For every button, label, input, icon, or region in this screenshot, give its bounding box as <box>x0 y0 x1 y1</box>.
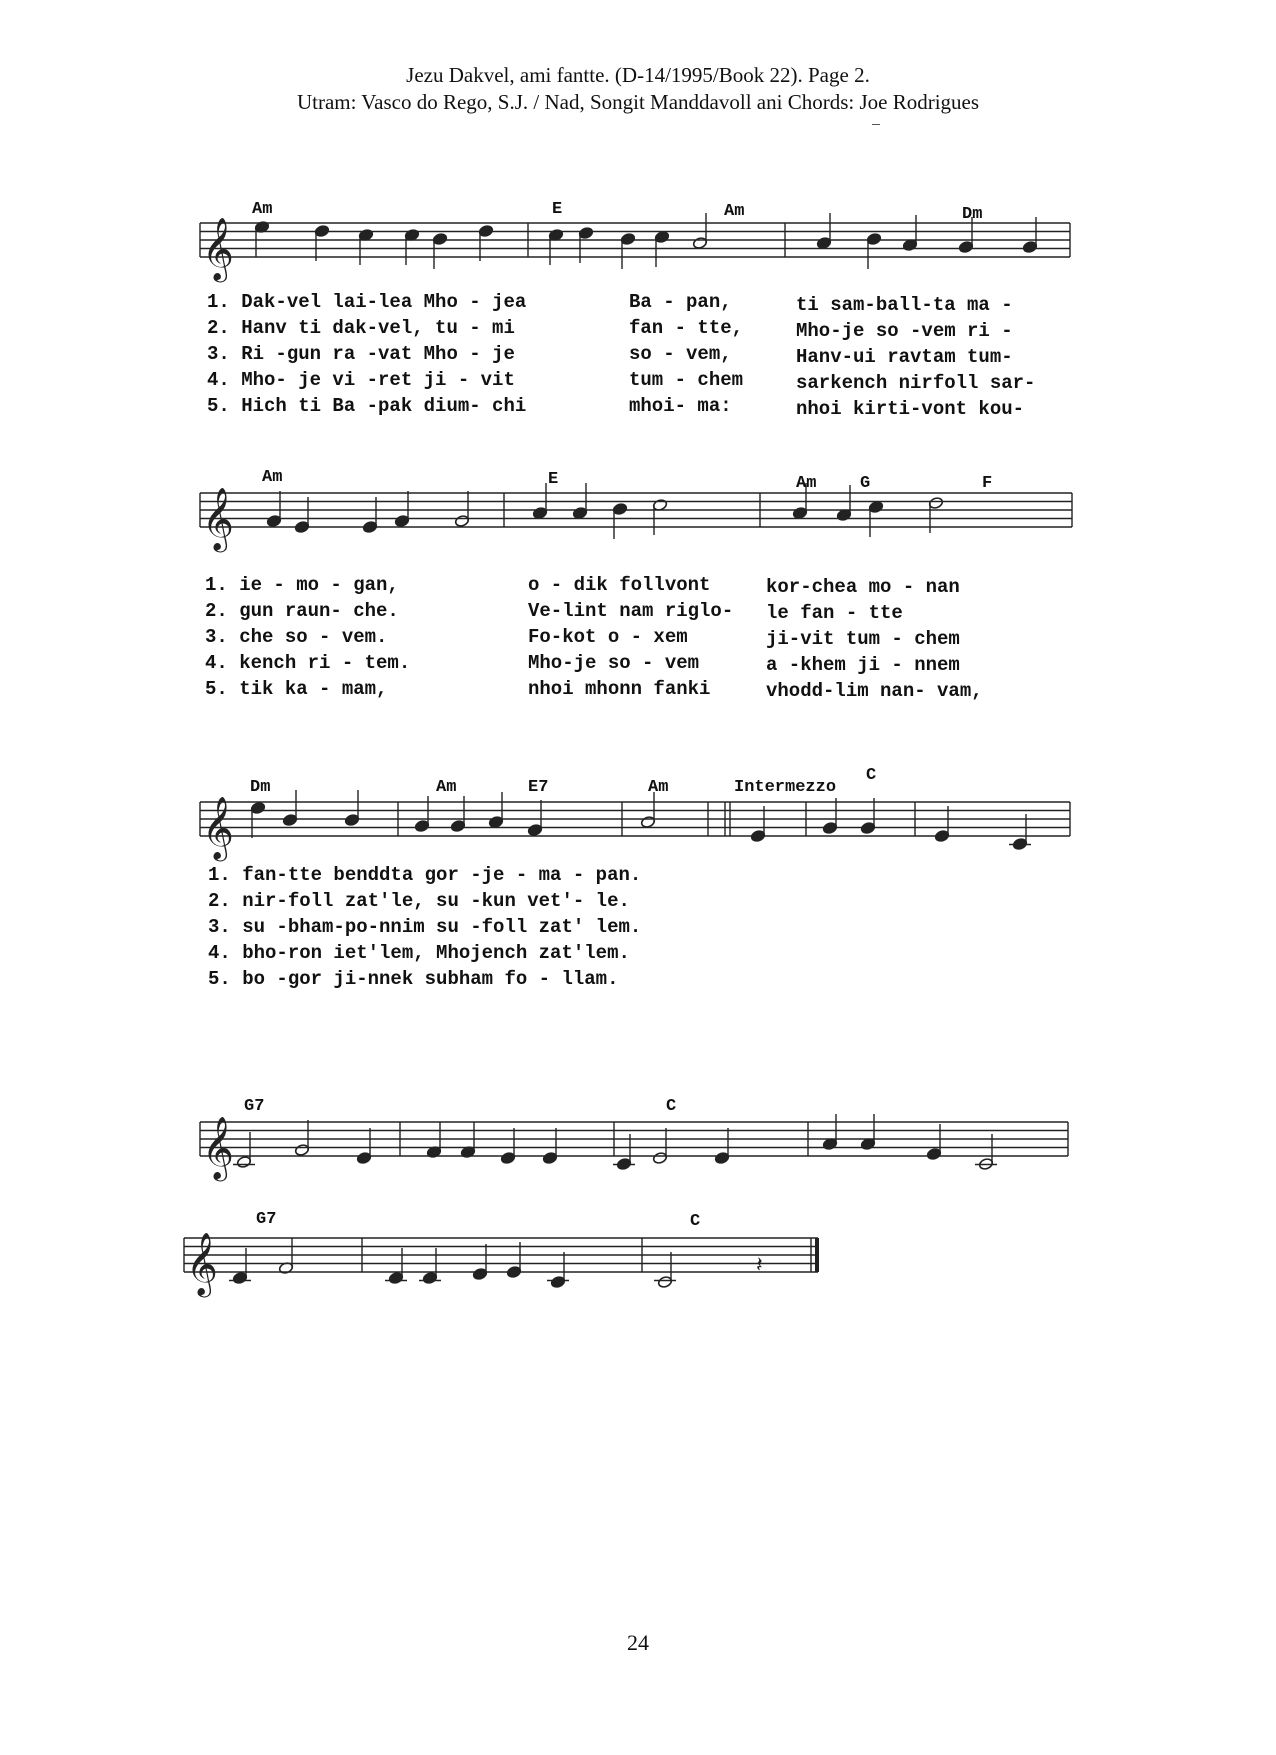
lyric-line: 3. su -bham-po-nnim su -foll zat' lem. <box>208 916 642 938</box>
chord-label: E7 <box>528 778 549 797</box>
chord-label: Am <box>262 468 283 487</box>
chord-label: G <box>860 474 871 493</box>
chord-label: Am <box>252 200 273 219</box>
lyric-line: fan - tte, <box>629 317 744 339</box>
lyric-line: 2. Hanv ti dak-vel, tu - mi <box>207 317 515 339</box>
lyric-line: a -khem ji - nnem <box>766 654 960 676</box>
lyric-line: 1. ie - mo - gan, <box>205 574 399 596</box>
chord-label: E <box>552 200 563 219</box>
lyric-line: sarkench nirfoll sar- <box>796 372 1036 394</box>
header-credits: Utram: Vasco do Rego, S.J. / Nad, Songit Manddavoll ani Chords: Joe Rodrigues <box>296 90 980 114</box>
treble-clef-icon: 𝄞 <box>202 217 234 280</box>
treble-clef-icon: 𝄞 <box>202 1116 234 1179</box>
lyric-line: mhoi- ma: <box>629 395 732 417</box>
chord-label: Am <box>436 778 457 797</box>
lyric-line: 5. bo -gor ji-nnek subham fo - llam. <box>208 968 619 990</box>
lyric-line: 1. fan-tte benddta gor -je - ma - pan. <box>208 864 642 886</box>
chord-label: C <box>690 1212 701 1231</box>
lyric-line: nhoi mhonn fanki <box>528 678 711 700</box>
lyric-line: 4. kench ri - tem. <box>205 652 411 674</box>
chord-label: Am <box>796 474 817 493</box>
chord-label: G7 <box>256 1210 277 1229</box>
lyric-line: Mho-je so - vem <box>528 652 700 674</box>
lyric-line: o - dik follvont <box>528 574 711 596</box>
chord-label: C <box>666 1097 677 1116</box>
chord-label: Am <box>648 778 669 797</box>
lyric-line: 2. nir-foll zat'le, su -kun vet'- le. <box>208 890 630 912</box>
lyric-line: le fan - tte <box>766 602 903 624</box>
lyric-line: 3. Ri -gun ra -vat Mho - je <box>207 343 515 365</box>
chord-label: C <box>866 766 877 785</box>
lyric-line: nhoi kirti-vont kou- <box>796 398 1025 420</box>
lyric-line: kor-chea mo - nan <box>766 576 960 598</box>
chord-label: Am <box>724 202 745 221</box>
lyric-line: 3. che so - vem. <box>205 626 388 648</box>
lyric-line: Hanv-ui ravtam tum- <box>796 346 1013 368</box>
treble-clef-icon: 𝄞 <box>202 796 234 859</box>
intermezzo-label: Intermezzo <box>734 778 837 797</box>
chord-label: Dm <box>962 205 983 224</box>
lyric-line: 2. gun raun- che. <box>205 600 399 622</box>
lyric-line: tum - chem <box>629 369 744 391</box>
lyric-line: 5. Hich ti Ba -pak dium- chi <box>207 395 527 417</box>
lyric-line: vhodd-lim nan- vam, <box>766 680 983 702</box>
lyric-line: ti sam-ball-ta ma - <box>796 294 1013 316</box>
lyric-line: ji-vit tum - chem <box>766 628 960 650</box>
page-number: 24 <box>627 1630 649 1655</box>
lyric-line: Ve-lint nam riglo- <box>528 600 734 622</box>
lyric-line: Fo-kot o - xem <box>528 626 688 648</box>
rest-icon: 𝄽 <box>756 1253 763 1278</box>
chord-label: F <box>982 474 993 493</box>
header-title: Jezu Dakvel, ami fantte. (D-14/1995/Book 22). Page 2. <box>406 63 870 87</box>
lyric-line: Mho-je so -vem ri - <box>796 320 1013 342</box>
final-barline <box>815 1238 819 1272</box>
chord-label: E <box>548 470 559 489</box>
lyric-line: 4. Mho- je vi -ret ji - vit <box>207 369 515 391</box>
treble-clef-icon: 𝄞 <box>186 1232 218 1295</box>
chord-label: Dm <box>250 778 271 797</box>
lyric-line: so - vem, <box>629 343 732 365</box>
treble-clef-icon: 𝄞 <box>202 487 234 550</box>
lyric-line: 1. Dak-vel lai-lea Mho - jea <box>207 291 527 313</box>
chord-label: G7 <box>244 1097 265 1116</box>
lyric-line: 4. bho-ron iet'lem, Mhojench zat'lem. <box>208 942 630 964</box>
lyric-line: Ba - pan, <box>629 291 732 313</box>
lyric-line: 5. tik ka - mam, <box>205 678 388 700</box>
